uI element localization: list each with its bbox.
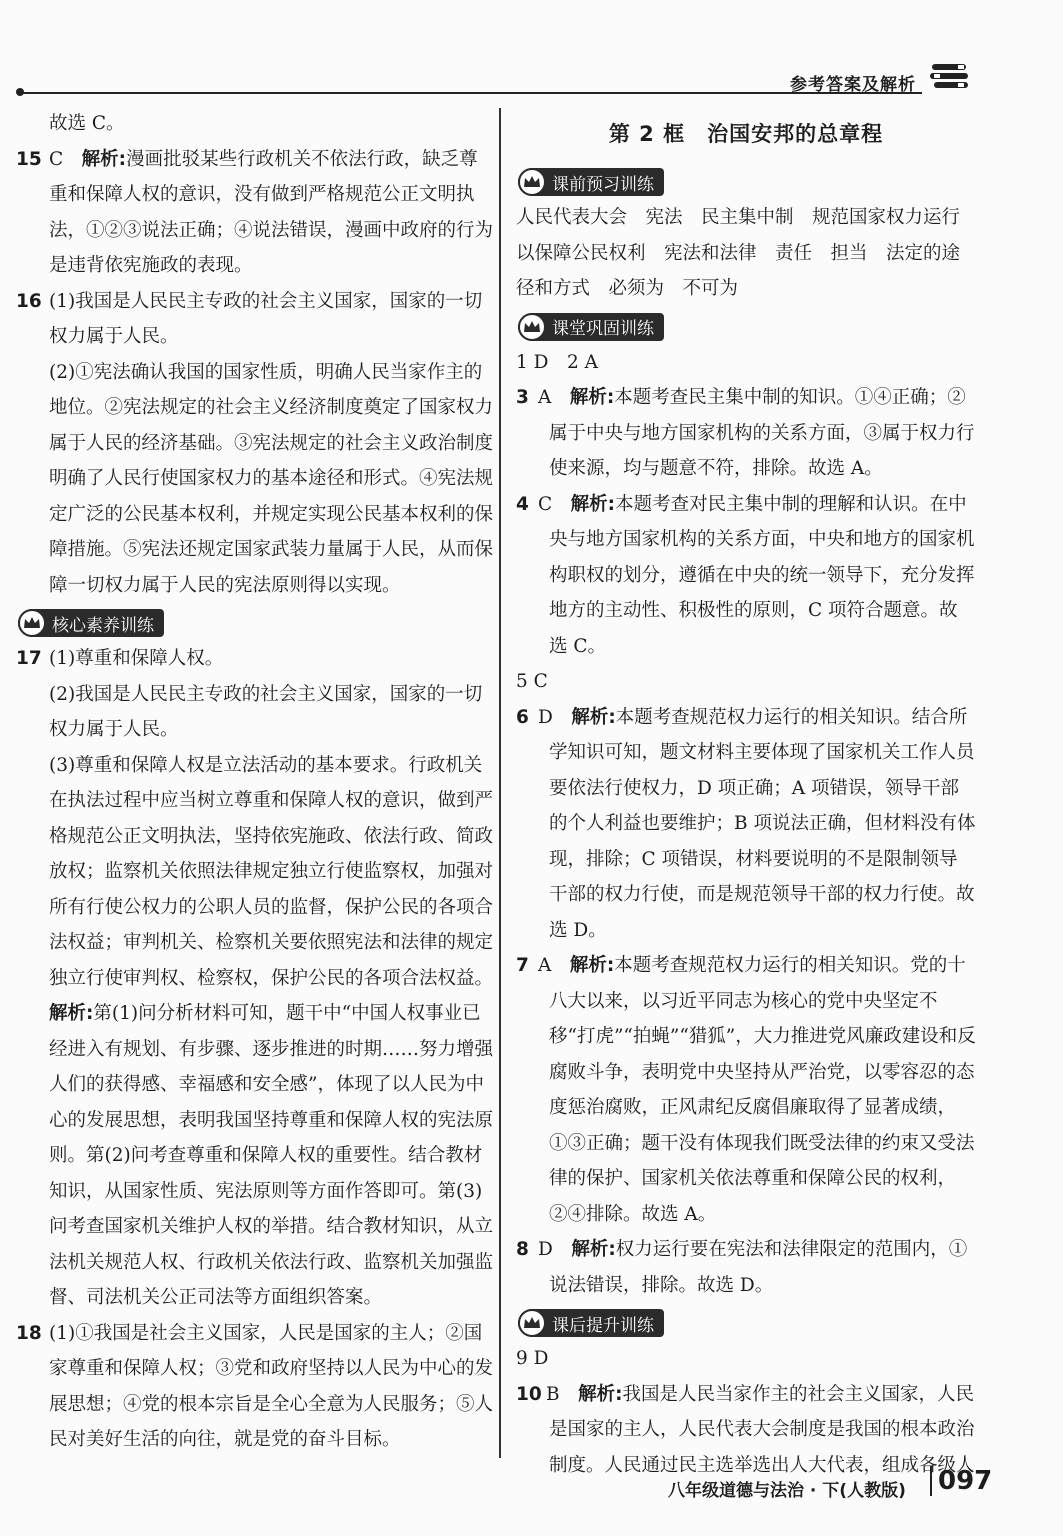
- answer-6: [516, 700, 976, 949]
- analysis-label: 解析:: [569, 955, 615, 976]
- answer-16: [16, 284, 494, 355]
- analysis-label: 解析:: [570, 493, 616, 515]
- answer-7: [516, 948, 976, 1232]
- answer-18: [16, 1316, 494, 1458]
- answer-9: 9 D: [516, 1348, 549, 1369]
- question-number: 18: [16, 1322, 42, 1344]
- section-header-classroom: [518, 313, 664, 341]
- crown-icon: [518, 168, 546, 196]
- question-number: 10: [516, 1383, 542, 1405]
- left-column: [16, 106, 494, 1458]
- analysis-text: 本题考查对民主集中制的理解和认识。在中央与地方国家机构的关系方面，中央和地方的国家机构职权的划分，遵循在中央的统一领导下，充分发挥地方的主动性、积极性的原则，C 项符合题意。故选 C。: [549, 493, 975, 657]
- analysis-label: 解析:: [571, 706, 616, 728]
- answer-4: [516, 487, 976, 665]
- section-title: 课堂巩固训练: [552, 319, 654, 339]
- question-number: 16: [16, 290, 42, 312]
- answer-text: (1)①我国是社会主义国家，人民是国家的主人；②国家尊重和保障人权；③党和政府坚持以人民为中心的发展思想；④党的根本宗旨是全心全意为人民服务；⑤人民对美好生活的向往，就是党的奋斗目标。: [49, 1322, 494, 1450]
- section-header-core: [18, 609, 164, 637]
- footer-book-title: 八年级道德与法治 · 下(人教版): [668, 1481, 906, 1501]
- answer-8: [516, 1232, 976, 1303]
- analysis-text: 我国是人民当家作主的社会主义国家，人民是国家的主人，人民代表大会制度是我国的根本政治制度。人民通过民主选举选出人大代表，组成各级人: [549, 1383, 975, 1476]
- answer-10: [516, 1377, 976, 1484]
- question-number: 4: [516, 493, 529, 515]
- answer-17-part2: (2)我国是人民民主专政的社会主义国家，国家的一切权力属于人民。: [49, 683, 483, 740]
- answer-17: [16, 641, 494, 677]
- lesson-title: 第 2 框 治国安邦的总章程: [608, 122, 884, 146]
- answer-letter: C: [538, 493, 553, 515]
- answer-17-part3: (3)尊重和保障人权是立法活动的基本要求。行政机关在执法过程中应当树立尊重和保障人权的意识，做到严格规范公正文明执法，坚持依宪施政、依法行政、简政放权；监察机关依照法律规定独立行使监察权，加强对所有行使公权力的公职人员的监督，保护公民的各项合法权益；审判机关、检察机关要依照宪法和法律的规定独立行使审判权、检察权，保护公民的各项合法权益。: [49, 754, 494, 989]
- section-title: 课前预习训练: [552, 174, 654, 195]
- answer-text: (1)尊重和保障人权。: [49, 648, 224, 669]
- right-column: [516, 106, 976, 1483]
- section-header-after: [518, 1309, 664, 1337]
- answer-5: 5 C: [516, 671, 548, 692]
- analysis-text: 漫画批驳某些行政机关不依法行政，缺乏尊重和保障人权的意识，没有做到严格规范公正文明执法，①②③说法正确；④说法错误，漫画中政府的行为是违背依宪施政的表现。: [49, 148, 494, 276]
- question-number: 15: [16, 148, 42, 170]
- answer-letter: B: [546, 1383, 560, 1405]
- crown-icon: [18, 609, 46, 637]
- column-divider: [499, 108, 501, 1458]
- analysis-text: 第(1)问分析材料可知，题干中“中国人权事业已经进入有规划、有步骤、逐步推进的时期……努力增强人们的获得感、幸福感和安全感”，体现了以人民为中心的发展思想，表明我国坚持尊重和保障人权的宪法原则。第(2)问考查尊重和保障人权的重要性。结合教材知识，从国家性质、宪法原则等方面作答即可。第(3)问考查国家机关维护人权的举措。结合教材知识，从立法机关规范人权、行政机关依法行政、监察机关加强监督、司法机关公正司法等方面组织答案。: [49, 1003, 494, 1308]
- analysis-label: 解析:: [81, 148, 127, 170]
- page-number: 097: [930, 1466, 992, 1496]
- answer-letter: D: [538, 1239, 553, 1260]
- section-title: 核心素养训练: [52, 615, 154, 636]
- header-title: 参考答案及解析: [790, 75, 916, 95]
- analysis-text: 本题考查民主集中制的知识。①④正确；②属于中央与地方国家机构的关系方面，③属于权力行使来源，均与题意不符，排除。故选 A。: [549, 387, 975, 479]
- answer-3: [516, 380, 976, 487]
- answer-line: 故选 C。: [49, 113, 125, 134]
- crown-icon: [518, 313, 546, 341]
- question-number: 17: [16, 648, 42, 669]
- analysis-text: 本题考查规范权力运行的相关知识。党的十八大以来，以习近平同志为核心的党中央坚定不移“打虎”“拍蝇”“猎狐”，大力推进党风廉政建设和反腐败斗争，表明党中央坚持从严治党，以零容忍的态度惩治腐败，正风肃纪反腐倡廉取得了显著成绩，①③正确；题干没有体现我们既受法律的约束又受法律的保护、国家机关依法尊重和保障公民的权利，②④排除。故选 A。: [549, 955, 976, 1225]
- analysis-text: 权力运行要在宪法和法律限定的范围内，①说法错误，排除。故选 D。: [549, 1239, 968, 1296]
- answer-16-part2: (2)①宪法确认我国的国家性质，明确人民当家作主的地位。②宪法规定的社会主义经济制度奠定了国家权力属于人民的经济基础。③宪法规定的社会主义政治制度明确了人民行使国家权力的基本途径和形式。④宪法规定广泛的公民基本权利，并规定实现公民基本权利的保障措施。⑤宪法还规定国家武装力量属于人民，从而保障一切权力属于人民的宪法原则得以实现。: [49, 361, 494, 596]
- answer-letter: C: [49, 148, 64, 170]
- section-header-preview: [518, 168, 664, 196]
- question-number: 6: [516, 706, 529, 728]
- question-number: 8: [516, 1239, 529, 1260]
- answer-letter: A: [538, 955, 552, 976]
- question-number: 7: [516, 955, 529, 976]
- answer-15: [16, 142, 494, 284]
- section-title: 课后提升训练: [552, 1315, 654, 1336]
- question-number: 3: [516, 387, 529, 408]
- answer-text: (1)我国是人民民主专政的社会主义国家，国家的一切权力属于人民。: [49, 290, 483, 347]
- analysis-label: 解析:: [578, 1383, 623, 1405]
- header-rule: [22, 92, 922, 94]
- analysis-label: 解析:: [571, 1239, 616, 1260]
- answer-17-analysis: [16, 996, 494, 1316]
- answer-letter: D: [538, 706, 553, 728]
- preview-answers: 人民代表大会 宪法 民主集中制 规范国家权力运行以保障公民权利 宪法和法律 责任 担当 法定的途径和方式 必须为 不可为: [516, 207, 961, 299]
- answers-1-2: 1 D 2 A: [516, 351, 598, 373]
- books-icon: [928, 60, 972, 94]
- answer-letter: A: [538, 387, 552, 408]
- analysis-text: 本题考查规范权力运行的相关知识。结合所学知识可知，题文材料主要体现了国家机关工作人员要依法行使权力，D 项正确；A 项错误，领导干部的个人利益也要维护；B 项说法正确，但材料没有体现，排除；C 项错误，材料要说明的不是限制领导干部的权力行使，而是规范领导干部的权力行使。故选 D。: [549, 706, 976, 941]
- crown-icon: [518, 1309, 546, 1337]
- analysis-label: 解析:: [49, 1003, 94, 1024]
- analysis-label: 解析:: [569, 387, 615, 408]
